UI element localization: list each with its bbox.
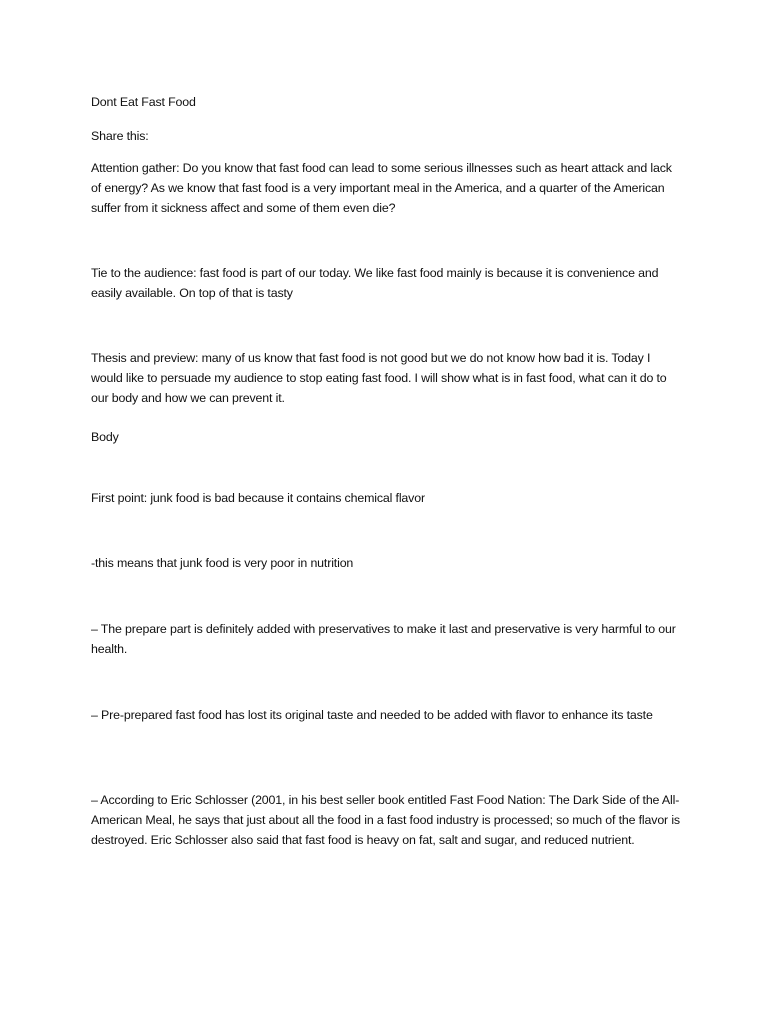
sub-point-2: – The prepare part is definitely added with preservatives to make it last and preservative is very harmful to our health. bbox=[91, 622, 676, 656]
attention-paragraph: Attention gather: Do you know that fast food can lead to some serious illnesses such as heart attack and lack of energy? As we know that fast food is a very important meal in the America, and a quarter of the American suffer from it sickness affect and some of them even die? bbox=[91, 161, 672, 215]
first-point: First point: junk food is bad because it contains chemical flavor bbox=[91, 491, 425, 505]
sub-point-4: – According to Eric Schlosser (2001, in his best seller book entitled Fast Food Nation: The Dark Side of the All-American Meal, he says that just about all the food in a fast food industry is processed; so much of the flavor is destroyed. Eric Schlosser also said that fast food is heavy on fat, salt and sugar, and reduced nutrient. bbox=[91, 793, 680, 847]
document-title: Dont Eat Fast Food bbox=[91, 95, 196, 109]
sub-point-3: – Pre-prepared fast food has lost its original taste and needed to be added with flavor to enhance its taste bbox=[91, 708, 653, 722]
thesis-paragraph: Thesis and preview: many of us know that fast food is not good but we do not know how bad it is. Today I would like to persuade my audience to stop eating fast food. I will show what is in fast food, what can it do to our body and how we can prevent it. bbox=[91, 351, 667, 405]
body-heading: Body bbox=[91, 430, 119, 444]
tie-paragraph: Tie to the audience: fast food is part of our today. We like fast food mainly is because it is convenience and easily available. On top of that is tasty bbox=[91, 266, 659, 300]
share-label: Share this: bbox=[91, 129, 149, 143]
sub-point-1: -this means that junk food is very poor in nutrition bbox=[91, 556, 354, 570]
